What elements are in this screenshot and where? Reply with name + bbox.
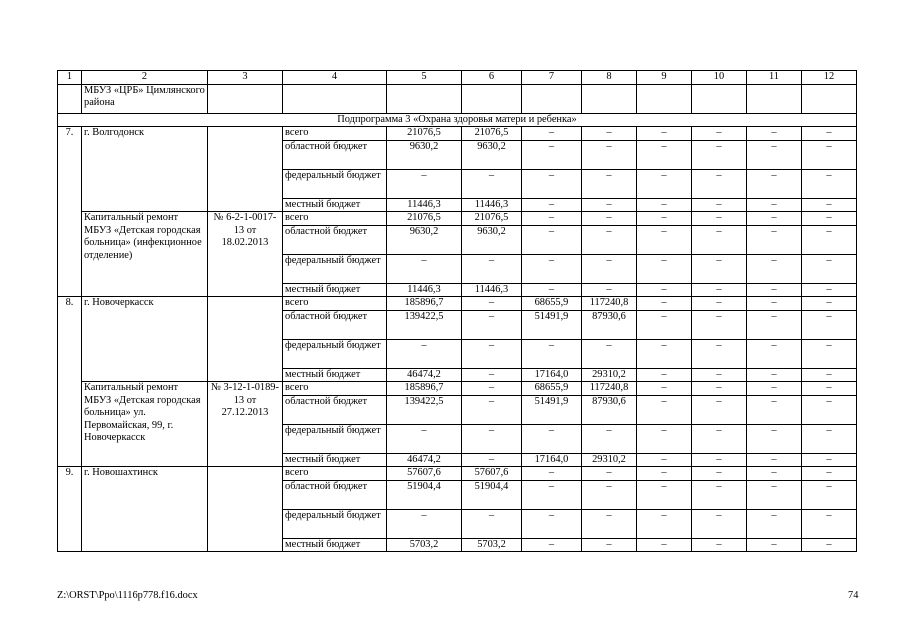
table-row (58, 127, 857, 141)
amount-cell: 11446,3 (462, 283, 522, 297)
amount-cell: – (387, 424, 462, 453)
amount-cell: – (522, 467, 582, 481)
amount-cell: 139422,5 (387, 310, 462, 339)
amount-cell: – (387, 254, 462, 283)
amount-cell: – (637, 480, 692, 509)
amount-cell: – (747, 254, 802, 283)
amount-cell: – (462, 310, 522, 339)
amount-cell: 185896,7 (387, 382, 462, 396)
amount-cell: 11446,3 (387, 198, 462, 212)
amount-cell: – (747, 297, 802, 311)
amount-cell: – (802, 538, 857, 552)
amount-cell: 87930,6 (582, 310, 637, 339)
amount-cell: – (582, 509, 637, 538)
amount-cell: – (462, 453, 522, 467)
funding-source: областной бюджет (283, 225, 387, 254)
column-number: 5 (387, 71, 462, 85)
amount-cell: – (692, 480, 747, 509)
amount-cell: 5703,2 (387, 538, 462, 552)
amount-cell: – (637, 140, 692, 169)
amount-cell: – (522, 140, 582, 169)
amount-cell: – (637, 310, 692, 339)
amount-cell: – (692, 254, 747, 283)
amount-cell: – (582, 424, 637, 453)
amount-cell: 51904,4 (462, 480, 522, 509)
funding-source: областной бюджет (283, 140, 387, 169)
amount-cell: – (747, 395, 802, 424)
empty-cell (522, 84, 582, 113)
amount-cell: 21076,5 (387, 212, 462, 226)
column-number: 2 (82, 71, 208, 85)
amount-cell: – (522, 225, 582, 254)
column-number: 3 (208, 71, 283, 85)
amount-cell: 51904,4 (387, 480, 462, 509)
amount-cell: – (522, 424, 582, 453)
amount-cell: – (692, 198, 747, 212)
amount-cell: – (522, 198, 582, 212)
amount-cell: 9630,2 (387, 225, 462, 254)
funding-source: федеральный бюджет (283, 254, 387, 283)
amount-cell: – (637, 254, 692, 283)
empty-cell (208, 297, 283, 382)
amount-cell: – (582, 127, 637, 141)
amount-cell: 29310,2 (582, 368, 637, 382)
amount-cell: – (802, 480, 857, 509)
column-number: 12 (802, 71, 857, 85)
amount-cell: – (582, 212, 637, 226)
empty-cell (802, 84, 857, 113)
amount-cell: – (692, 368, 747, 382)
amount-cell: 46474,2 (387, 368, 462, 382)
column-number: 9 (637, 71, 692, 85)
amount-cell: – (462, 169, 522, 198)
funding-source: местный бюджет (283, 453, 387, 467)
column-number: 8 (582, 71, 637, 85)
amount-cell: – (747, 467, 802, 481)
amount-cell: – (802, 368, 857, 382)
amount-cell: – (692, 310, 747, 339)
amount-cell: – (522, 509, 582, 538)
amount-cell: – (802, 212, 857, 226)
amount-cell: – (692, 538, 747, 552)
amount-cell: – (802, 453, 857, 467)
amount-cell: – (637, 212, 692, 226)
column-number: 1 (58, 71, 82, 85)
subprogram-title: Подпрограмма 3 «Охрана здоровья матери и ребенка» (58, 113, 857, 127)
amount-cell: 51491,9 (522, 395, 582, 424)
budget-table (57, 70, 857, 552)
amount-cell: 87930,6 (582, 395, 637, 424)
column-number: 11 (747, 71, 802, 85)
amount-cell: – (582, 225, 637, 254)
amount-cell: 68655,9 (522, 382, 582, 396)
amount-cell: 21076,5 (462, 127, 522, 141)
amount-cell: – (802, 395, 857, 424)
funding-source: местный бюджет (283, 368, 387, 382)
amount-cell: – (462, 382, 522, 396)
amount-cell: – (637, 339, 692, 368)
amount-cell: – (747, 339, 802, 368)
amount-cell: – (462, 509, 522, 538)
amount-cell: – (637, 424, 692, 453)
amount-cell: – (692, 283, 747, 297)
amount-cell: – (692, 424, 747, 453)
amount-cell: – (802, 225, 857, 254)
amount-cell: – (637, 297, 692, 311)
amount-cell: – (387, 339, 462, 368)
amount-cell: – (387, 509, 462, 538)
empty-cell (208, 127, 283, 212)
amount-cell: – (747, 368, 802, 382)
amount-cell: – (747, 538, 802, 552)
amount-cell: 5703,2 (462, 538, 522, 552)
amount-cell: – (747, 212, 802, 226)
amount-cell: – (582, 538, 637, 552)
funding-source: федеральный бюджет (283, 169, 387, 198)
amount-cell: – (692, 140, 747, 169)
amount-cell: – (802, 140, 857, 169)
amount-cell: 11446,3 (387, 283, 462, 297)
amount-cell: – (692, 395, 747, 424)
empty-cell (637, 84, 692, 113)
amount-cell: 17164,0 (522, 368, 582, 382)
amount-cell: – (462, 424, 522, 453)
amount-cell: – (692, 509, 747, 538)
footer-page-number: 74 (848, 590, 859, 601)
amount-cell: – (692, 297, 747, 311)
amount-cell: – (747, 198, 802, 212)
funding-source: всего (283, 467, 387, 481)
amount-cell: – (692, 127, 747, 141)
amount-cell: – (802, 283, 857, 297)
amount-cell: – (802, 382, 857, 396)
object-name: Капитальный ремонт МБУЗ «Детская городская больница» ул. Первомайская, 99, г. Новочеркасск (82, 382, 208, 467)
amount-cell: – (637, 127, 692, 141)
amount-cell: – (802, 467, 857, 481)
object-name: Капитальный ремонт МБУЗ «Детская городская больница» (инфекционное отделение) (82, 212, 208, 297)
document-sheet (57, 70, 857, 552)
amount-cell: – (802, 254, 857, 283)
city-name: г. Новошахтинск (82, 467, 208, 552)
amount-cell: 46474,2 (387, 453, 462, 467)
amount-cell: – (692, 212, 747, 226)
amount-cell: – (637, 169, 692, 198)
amount-cell: – (462, 339, 522, 368)
amount-cell: – (582, 169, 637, 198)
amount-cell: 57607,6 (387, 467, 462, 481)
amount-cell: – (802, 297, 857, 311)
amount-cell: 21076,5 (387, 127, 462, 141)
city-name: г. Волгодонск (82, 127, 208, 212)
subprogram-row (58, 113, 857, 127)
amount-cell: – (582, 283, 637, 297)
funding-source: местный бюджет (283, 283, 387, 297)
amount-cell: 9630,2 (462, 140, 522, 169)
amount-cell: – (462, 368, 522, 382)
amount-cell: – (637, 198, 692, 212)
amount-cell: – (637, 368, 692, 382)
amount-cell: 51491,9 (522, 310, 582, 339)
empty-cell (208, 467, 283, 552)
amount-cell: – (637, 225, 692, 254)
amount-cell: – (747, 127, 802, 141)
empty-cell (462, 84, 522, 113)
amount-cell: 57607,6 (462, 467, 522, 481)
amount-cell: – (692, 339, 747, 368)
funding-source: областной бюджет (283, 395, 387, 424)
amount-cell: – (462, 395, 522, 424)
amount-cell: – (692, 467, 747, 481)
empty-cell (387, 84, 462, 113)
funding-source: областной бюджет (283, 480, 387, 509)
amount-cell: – (747, 283, 802, 297)
funding-source: федеральный бюджет (283, 424, 387, 453)
amount-cell: – (582, 198, 637, 212)
amount-cell: – (802, 424, 857, 453)
funding-source: всего (283, 382, 387, 396)
amount-cell: – (387, 169, 462, 198)
document-number: № 3-12-1-0189-13 от 27.12.2013 (208, 382, 283, 467)
amount-cell: – (582, 467, 637, 481)
amount-cell: – (637, 395, 692, 424)
amount-cell: – (462, 254, 522, 283)
amount-cell: – (637, 453, 692, 467)
amount-cell: – (747, 424, 802, 453)
table-row (58, 467, 857, 481)
table-row (58, 297, 857, 311)
amount-cell: 185896,7 (387, 297, 462, 311)
funding-source: всего (283, 297, 387, 311)
amount-cell: – (802, 169, 857, 198)
funding-source: местный бюджет (283, 538, 387, 552)
empty-cell (208, 84, 283, 113)
amount-cell: – (522, 169, 582, 198)
amount-cell: 21076,5 (462, 212, 522, 226)
empty-cell (747, 84, 802, 113)
amount-cell: 17164,0 (522, 453, 582, 467)
city-name: г. Новочеркасск (82, 297, 208, 382)
amount-cell: – (692, 169, 747, 198)
amount-cell: – (522, 254, 582, 283)
table-row (58, 382, 857, 396)
section-number: 9. (58, 467, 82, 552)
amount-cell: 11446,3 (462, 198, 522, 212)
amount-cell: – (522, 212, 582, 226)
amount-cell: – (747, 140, 802, 169)
amount-cell: – (747, 310, 802, 339)
amount-cell: – (637, 382, 692, 396)
amount-cell: – (462, 297, 522, 311)
amount-cell: – (522, 538, 582, 552)
amount-cell: 117240,8 (582, 297, 637, 311)
amount-cell: 9630,2 (387, 140, 462, 169)
amount-cell: – (522, 480, 582, 509)
amount-cell: – (692, 453, 747, 467)
funding-source: местный бюджет (283, 198, 387, 212)
column-number-row (58, 71, 857, 85)
amount-cell: 9630,2 (462, 225, 522, 254)
funding-source: всего (283, 212, 387, 226)
amount-cell: – (747, 453, 802, 467)
amount-cell: – (747, 225, 802, 254)
table-row (58, 84, 857, 113)
amount-cell: – (802, 127, 857, 141)
amount-cell: 68655,9 (522, 297, 582, 311)
column-number: 4 (283, 71, 387, 85)
empty-cell (58, 84, 82, 113)
empty-cell (582, 84, 637, 113)
funding-source: федеральный бюджет (283, 509, 387, 538)
empty-cell (283, 84, 387, 113)
document-number: № 6-2-1-0017-13 от 18.02.2013 (208, 212, 283, 297)
amount-cell: – (582, 140, 637, 169)
amount-cell: 29310,2 (582, 453, 637, 467)
amount-cell: – (692, 382, 747, 396)
amount-cell: – (692, 225, 747, 254)
amount-cell: 139422,5 (387, 395, 462, 424)
amount-cell: – (802, 310, 857, 339)
section-number: 7. (58, 127, 82, 297)
amount-cell: – (522, 339, 582, 368)
column-number: 10 (692, 71, 747, 85)
column-number: 7 (522, 71, 582, 85)
amount-cell: 117240,8 (582, 382, 637, 396)
table-row (58, 212, 857, 226)
amount-cell: – (522, 283, 582, 297)
amount-cell: – (747, 509, 802, 538)
amount-cell: – (637, 283, 692, 297)
footer-file-path: Z:\ORST\Ppo\1116p778.f16.docx (57, 590, 198, 601)
amount-cell: – (802, 509, 857, 538)
amount-cell: – (747, 382, 802, 396)
amount-cell: – (747, 480, 802, 509)
amount-cell: – (582, 480, 637, 509)
amount-cell: – (747, 169, 802, 198)
column-number: 6 (462, 71, 522, 85)
funding-source: федеральный бюджет (283, 339, 387, 368)
amount-cell: – (637, 467, 692, 481)
table-body (58, 71, 857, 552)
funding-source: областной бюджет (283, 310, 387, 339)
section-number: 8. (58, 297, 82, 467)
funding-source: всего (283, 127, 387, 141)
amount-cell: – (522, 127, 582, 141)
amount-cell: – (582, 254, 637, 283)
amount-cell: – (637, 509, 692, 538)
facility-name: МБУЗ «ЦРБ» Цимлянского района (82, 84, 208, 113)
amount-cell: – (802, 339, 857, 368)
amount-cell: – (637, 538, 692, 552)
empty-cell (692, 84, 747, 113)
amount-cell: – (802, 198, 857, 212)
amount-cell: – (582, 339, 637, 368)
